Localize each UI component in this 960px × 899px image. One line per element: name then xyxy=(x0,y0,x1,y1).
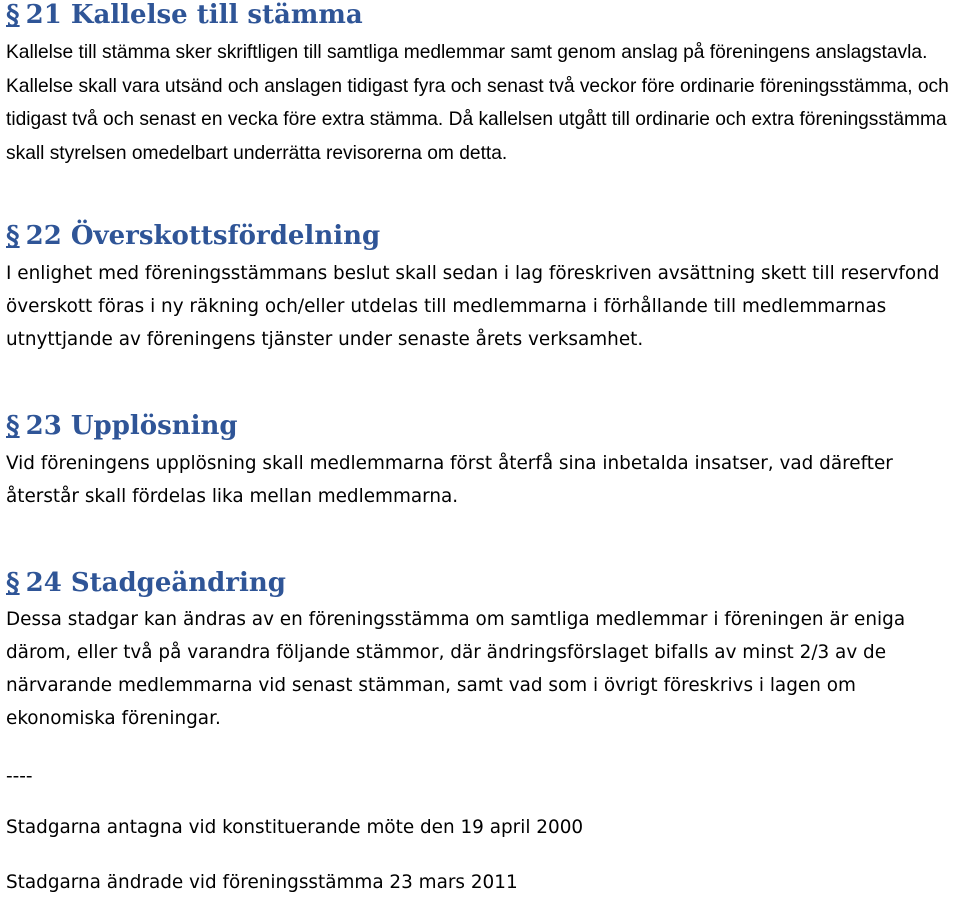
section-22-title: 22 Överskottsfördelning xyxy=(25,221,381,251)
section-mark: § xyxy=(6,411,20,441)
section-24-paragraph: Dessa stadgar kan ändras av en föreningsstämma om samtliga medlemmar i föreningen är eniga därom, eller två på varandra följande stämmor, där ändringsförslaget bifalls av minst 2/3 av de närvarande medlemmarna vid senast stämman, samt vad som i övrigt föreskrivs i lagen om ekonomiska föreningar. xyxy=(6,609,906,729)
section-24-title: 24 Stadgeändring xyxy=(25,568,286,598)
section-22-paragraph: I enlighet med föreningsstämmans beslut skall sedan i lag föreskriven avsättning skett till reservfond överskott föras i ny räkning och/eller utdelas till medlemmarna i förhållande till medlemmarnas utnyttjande av föreningens tjänster under senaste årets verksamhet. xyxy=(6,263,940,350)
section-21-heading xyxy=(6,0,363,30)
section-mark: § xyxy=(6,568,20,598)
adoption-note: Stadgarna antagna vid konstituerande möte den 19 april 2000 xyxy=(6,817,584,838)
section-23-heading xyxy=(6,411,238,441)
footer-separator: ---- xyxy=(6,766,33,787)
section-mark: § xyxy=(6,0,20,30)
section-23-paragraph: Vid föreningens upplösning skall medlemmarna först återfå sina inbetalda insatser, vad därefter återstår skall fördelas lika mellan medlemmarna. xyxy=(6,453,893,507)
section-mark: § xyxy=(6,221,20,251)
section-24-heading xyxy=(6,568,286,598)
amendment-note: Stadgarna ändrade vid föreningsstämma 23 mars 2011 xyxy=(6,872,518,893)
section-22-heading xyxy=(6,221,380,251)
section-21-title: 21 Kallelse till stämma xyxy=(25,0,363,30)
section-21-paragraph: Kallelse till stämma sker skriftligen till samtliga medlemmar samt genom anslag på föreningens anslagstavla. Kallelse skall vara utsänd och anslagen tidigast fyra och senast två veckor före ordinarie föreningsstämma, och tidigast två och senast en vecka före extra stämma. Då kallelsen utgått till ordinarie och extra föreningsstämma skall styrelsen omedelbart underrätta revisorerna om detta. xyxy=(6,42,949,164)
section-23-title: 23 Upplösning xyxy=(25,411,238,441)
